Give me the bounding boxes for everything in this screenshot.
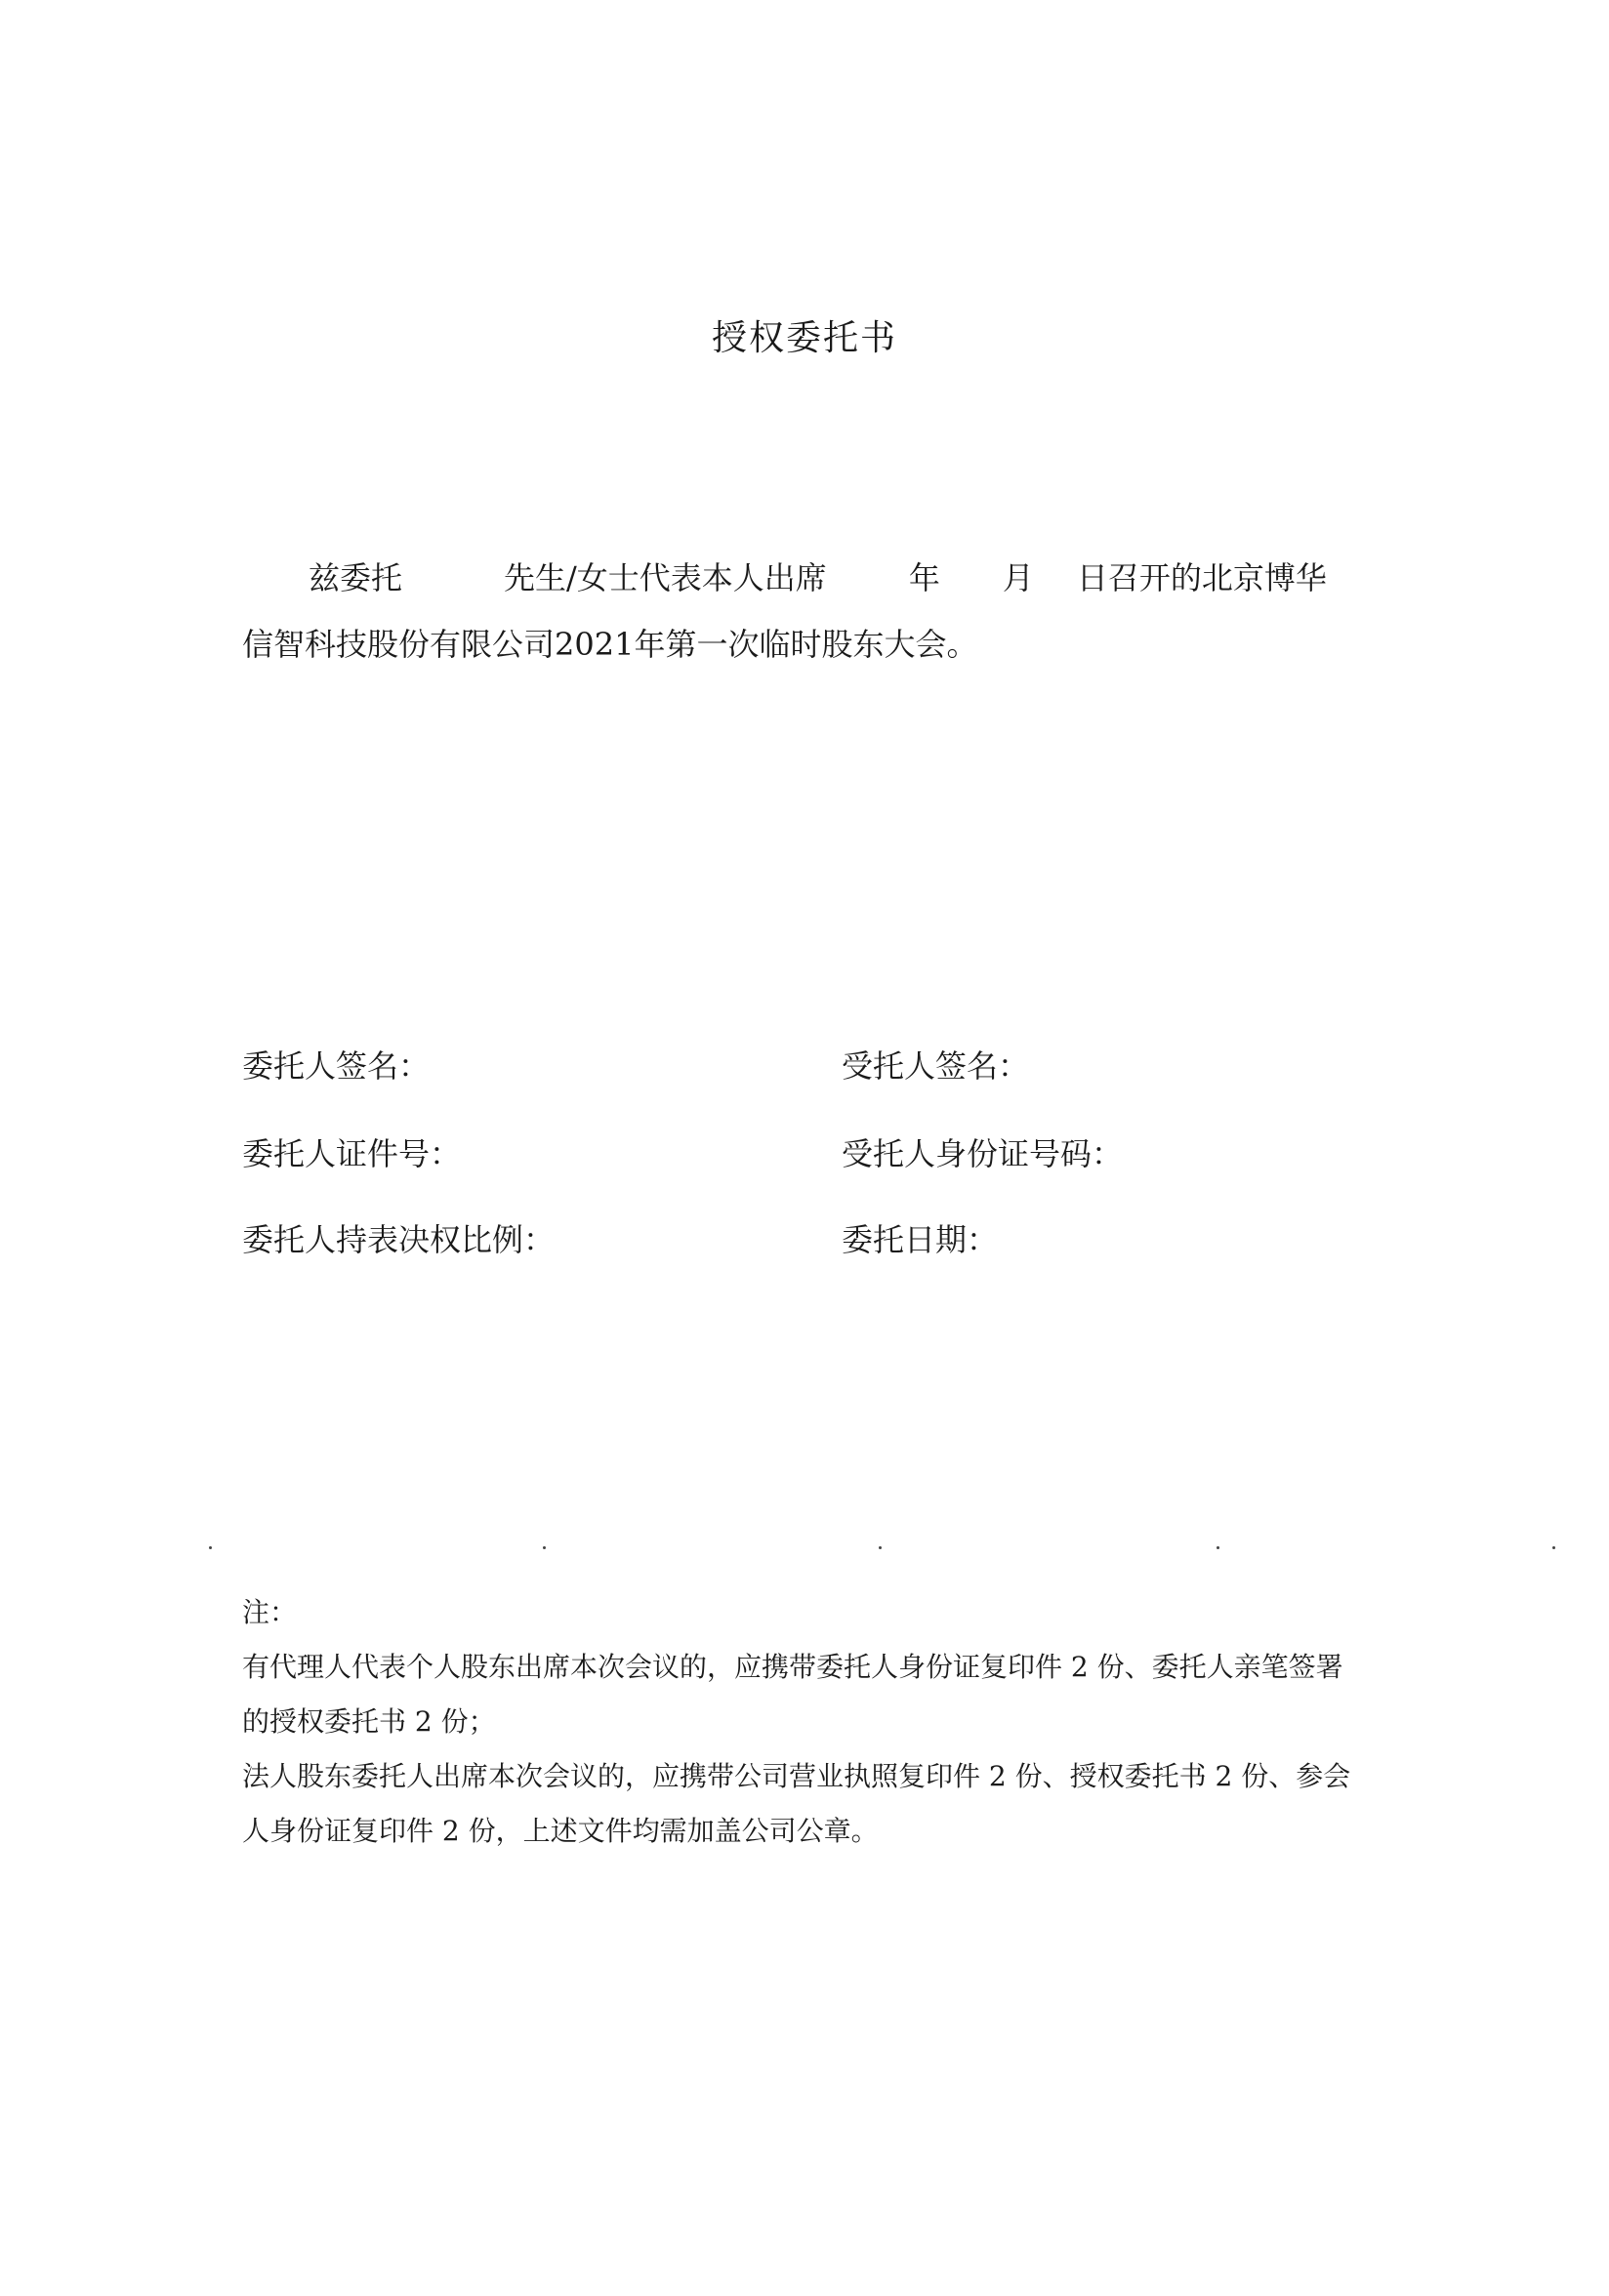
agent-id-label: 受托人身份证号码：: [842, 1135, 1124, 1172]
intro-line-1: [309, 558, 1327, 597]
separator-dot: [1552, 1546, 1555, 1549]
notes-line-4: 人身份证复印件 2 份，上述文件均需加盖公司公章。: [242, 1815, 879, 1847]
delegation-date-label: 委托日期：: [842, 1221, 999, 1258]
notes-section: [242, 1585, 1375, 1859]
separator-dot: [879, 1546, 882, 1549]
separator-dot: [209, 1546, 212, 1549]
separator-dot: [543, 1546, 546, 1549]
intro-part-5: 日召开的北京博华: [1076, 559, 1327, 596]
notes-line-1: 有代理人代表个人股东出席本次会议的，应携带委托人身份证复印件 2 份、委托人亲笔签署: [242, 1651, 1343, 1683]
intro-line-2: 信智科技股份有限公司2021年第一次临时股东大会。: [242, 626, 978, 663]
notes-line-2: 的授权委托书 2 份；: [242, 1705, 496, 1738]
principal-ratio-label: 委托人持表决权比例：: [242, 1221, 556, 1258]
separator-dot: [1217, 1546, 1219, 1549]
intro-part-1: 兹委托: [309, 559, 403, 596]
agent-signature-label: 受托人签名：: [842, 1047, 1030, 1085]
intro-part-3: 年: [908, 559, 940, 596]
document-title: 授权委托书: [711, 318, 897, 358]
principal-signature-label: 委托人签名：: [242, 1047, 431, 1085]
notes-line-3: 法人股东委托人出席本次会议的，应携带公司营业执照复印件 2 份、授权委托书 2 份、参会: [242, 1760, 1351, 1792]
intro-part-2: 先生/女士代表本人出席: [504, 559, 827, 596]
intro-part-4: 月: [1002, 559, 1034, 596]
principal-id-label: 委托人证件号：: [242, 1135, 462, 1172]
notes-label: 注：: [242, 1596, 298, 1628]
